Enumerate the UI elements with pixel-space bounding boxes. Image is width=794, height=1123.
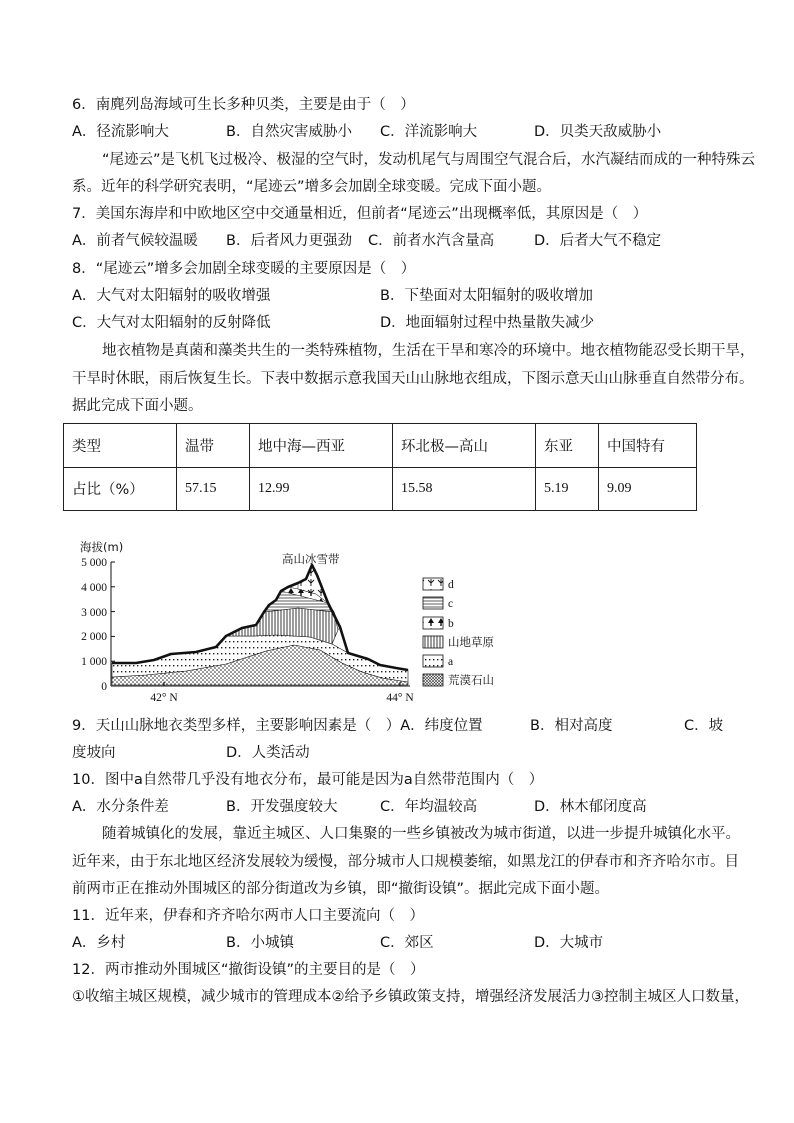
legend-swatch-mountain-steppe <box>423 636 443 648</box>
q6-option-d: D．贝类天敌威胁小 <box>534 124 662 140</box>
y-tick-label: 1 000 <box>81 656 107 668</box>
q7-option-b: B．后者风力更强劲 <box>226 233 352 249</box>
q11-option-d: D．大城市 <box>534 935 604 951</box>
table-header-cell: 中国特有 <box>599 424 697 468</box>
legend-label-b: b <box>448 618 454 630</box>
table-row <box>64 467 697 511</box>
legend <box>423 578 494 687</box>
passage-city-line3: 前两市正在推动外围城区的部分街道改为乡镇，即“撤街设镇”。据此完成下面小题。 <box>72 881 610 897</box>
q8-stem: 8．“尾迹云”增多会加剧全球变暖的主要原因是（ ） <box>72 261 416 277</box>
table-header-cell: 地中海—西亚 <box>250 424 393 468</box>
y-axis-title: 海拔(m) <box>80 540 124 554</box>
table-header-cell: 东亚 <box>536 424 599 468</box>
passage-contrail-line2: 系。近年的科学研究表明，“尾迹云”增多会加剧全球变暖。完成下面小题。 <box>72 179 552 195</box>
q7-option-a: A．前者气候较温暖 <box>72 233 198 249</box>
y-tick-label: 2 000 <box>81 631 107 643</box>
q10-stem: 10．图中a自然带几乎没有地衣分布，最可能是因为a自然带范围内（ ） <box>72 772 544 788</box>
table-header-cell: 温带 <box>177 424 250 468</box>
y-tick-label: 0 <box>101 681 107 693</box>
table-cell: 5.19 <box>536 467 599 511</box>
passage-lichen-line3: 据此完成下面小题。 <box>72 398 203 414</box>
table-header-row <box>64 424 697 468</box>
legend-swatch-a <box>423 655 443 667</box>
q6-option-b: B．自然灾害威胁小 <box>226 124 352 140</box>
q8-option-d: D．地面辐射过程中热量散失减少 <box>380 315 595 331</box>
q9-option-d: D．人类活动 <box>226 745 310 761</box>
table-header-cell: 类型 <box>64 424 177 468</box>
q8-option-b: B．下垫面对太阳辐射的吸收增加 <box>380 288 593 304</box>
table-cell: 57.15 <box>177 467 250 511</box>
q12-stem: 12．两市推动外围城区“撤街设镇”的主要目的是（ ） <box>72 962 425 978</box>
legend-label-d: d <box>448 579 454 591</box>
q6-option-a: A．径流影响大 <box>72 124 169 140</box>
y-tick-label: 3 000 <box>81 607 107 619</box>
q12-statements-line: ①收缩主城区规模，减少城市的管理成本②给予乡镇政策支持，增强经济发展活力③控制主城区人口数量， <box>72 989 749 1005</box>
y-tick-label: 5 000 <box>81 557 107 569</box>
passage-contrail-line1: “尾迹云”是飞机飞过极冷、极湿的空气时，发动机尾气与周围空气混合后，水汽凝结而成的一种特殊云 <box>102 152 756 168</box>
passage-lichen-line2: 干旱时休眠，雨后恢复生长。下表中数据示意我国天山山脉地衣组成，下图示意天山山脉垂直自然带分布。 <box>72 371 754 387</box>
q10-option-c: C．年均温较高 <box>380 799 478 815</box>
q8-option-a: A．大气对太阳辐射的吸收增强 <box>72 288 271 304</box>
table-cell: 15.58 <box>393 467 536 511</box>
y-tick-label: 4 000 <box>81 582 107 594</box>
passage-city-line1: 随着城镇化的发展，靠近主城区、人口集聚的一些乡镇被改为城市街道，以进一步提升城镇化水平。 <box>102 826 740 842</box>
q11-option-a: A．乡村 <box>72 935 126 951</box>
legend-label-mountain-steppe: 山地草原 <box>448 635 494 649</box>
chart-title-snow-belt: 高山冰雪带 <box>282 552 340 566</box>
lichen-composition-table <box>63 423 697 511</box>
legend-label-desert-rock: 荒漠石山 <box>448 673 494 687</box>
q7-option-c: C．前者水汽含量高 <box>368 233 495 249</box>
tianshan-vertical-zone-diagram <box>76 537 506 707</box>
q10-option-a: A．水分条件差 <box>72 799 169 815</box>
legend-label-a: a <box>448 656 454 668</box>
q6-option-c: C．洋流影响大 <box>380 124 478 140</box>
q7-option-d: D．后者大气不稳定 <box>534 233 662 249</box>
legend-swatch-desert-rock <box>423 674 443 686</box>
y-axis-ticks <box>111 562 115 661</box>
q8-option-c: C．大气对太阳辐射的反射降低 <box>72 315 271 331</box>
legend-label-c: c <box>448 598 454 610</box>
q9-stem-line1: 9．天山山脉地衣类型多样，主要影响因素是（ ）A．纬度位置 <box>72 718 483 734</box>
legend-swatch-d <box>423 578 443 590</box>
q9-option-c-end: 度坡向 <box>72 745 116 761</box>
legend-swatch-b <box>423 617 443 629</box>
legend-swatch-c <box>423 597 443 609</box>
table-cell: 9.09 <box>599 467 697 511</box>
q10-option-d: D．林木郁闭度高 <box>534 799 647 815</box>
q9-option-c-start: C．坡 <box>684 718 724 734</box>
table-row-label: 占比（%） <box>64 467 177 511</box>
q11-option-c: C．郊区 <box>380 935 434 951</box>
table-header-cell: 环北极—高山 <box>393 424 536 468</box>
table-cell: 12.99 <box>250 467 393 511</box>
q11-stem: 11．近年来，伊春和齐齐哈尔两市人口主要流向（ ） <box>72 908 424 924</box>
q11-option-b: B．小城镇 <box>226 935 294 951</box>
q10-option-b: B．开发强度较大 <box>226 799 338 815</box>
x-tick-label: 42° N <box>150 692 178 704</box>
passage-lichen-line1: 地衣植物是真菌和藻类共生的一类特殊植物，生活在干旱和寒冷的环境中。地衣植物能忍受长期干旱， <box>102 343 755 359</box>
passage-city-line2: 近年来，由于东北地区经济发展较为缓慢，部分城市人口规模萎缩，如黑龙江的伊春市和齐齐哈尔市。目 <box>72 854 739 870</box>
q6-stem: 6．南麂列岛海域可生长多种贝类，主要是由于（ ） <box>72 97 415 113</box>
q9-option-b: B．相对高度 <box>530 718 613 734</box>
q7-stem: 7．美国东海岸和中欧地区空中交通量相近，但前者“尾迹云”出现概率低，其原因是（ ） <box>72 206 648 222</box>
x-tick-label: 44° N <box>386 692 414 704</box>
